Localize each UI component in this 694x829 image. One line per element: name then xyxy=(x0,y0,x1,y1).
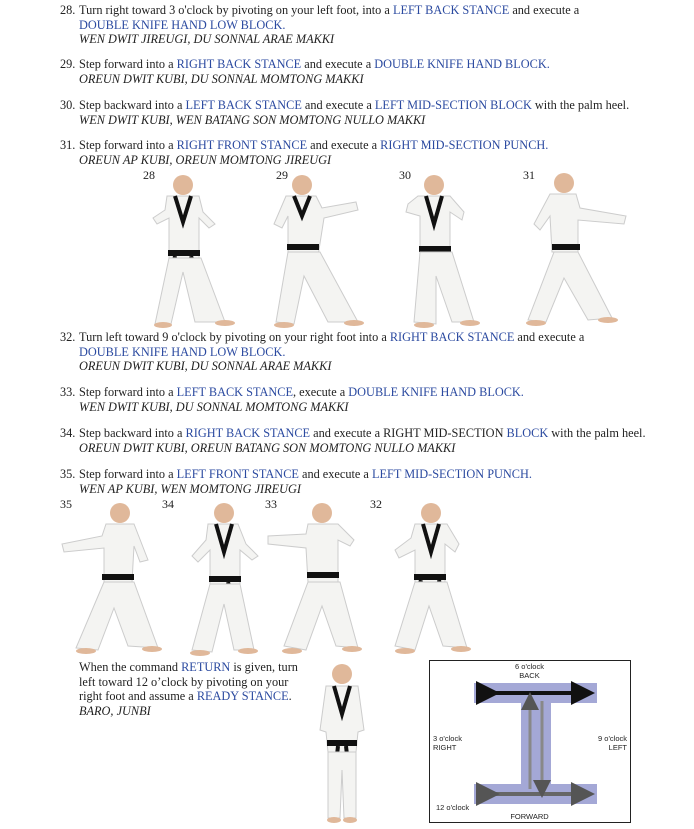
photo-label-32: 32 xyxy=(370,497,382,511)
figure-photo-35 xyxy=(58,500,163,660)
label-forward: FORWARD xyxy=(510,812,549,821)
figure-photo-33 xyxy=(262,500,372,660)
figure-photo-31 xyxy=(520,170,632,332)
step-28: 28. Turn right toward 3 o'clock by pivoting on your left foot, into a LEFT BACK STANCE and execute a DOUBLE KNIFE HAND LOW BLOCK. WEN DWIT JIREUGI, DU SONNAL ARAE MAKKI xyxy=(60,3,580,46)
step-33: 33. Step forward into a LEFT BACK STANCE, execute a DOUBLE KNIFE HAND BLOCK. WEN DWIT KUBI, DU SONNAL MOMTONG MAKKI xyxy=(60,385,524,414)
photo-label-29: 29 xyxy=(276,168,288,182)
photo-label-33: 33 xyxy=(265,497,277,511)
step-29: 29. Step forward into a RIGHT BACK STANCE and execute a DOUBLE KNIFE HAND BLOCK. OREUN DWIT KUBI, DU SONNAL MOMTONG MAKKI xyxy=(60,57,550,86)
label-9-oclock: 9 o'clock LEFT xyxy=(598,734,627,752)
step-35: 35. Step forward into a LEFT FRONT STANCE and execute a LEFT MID-SECTION PUNCH. WEN AP KUBI, WEN MOMTONG JIREUGI xyxy=(60,467,532,496)
step-30: 30. Step backward into a LEFT BACK STANCE and execute a LEFT MID-SECTION BLOCK with the palm heel. WEN DWIT KUBI, WEN BATANG SON MOMTONG NULLO MAKKI xyxy=(60,98,630,127)
photo-label-28: 28 xyxy=(143,168,155,182)
photo-label-31: 31 xyxy=(523,168,535,182)
figure-ready-stance xyxy=(312,660,372,825)
figure-photo-28 xyxy=(145,172,255,332)
photo-label-35: 35 xyxy=(60,497,72,511)
photo-label-30: 30 xyxy=(399,168,411,182)
photo-label-34: 34 xyxy=(162,497,174,511)
figure-photo-30 xyxy=(390,172,495,332)
figure-photo-34 xyxy=(172,500,272,660)
figure-photo-29 xyxy=(262,172,377,332)
label-6-oclock: 6 o'clock BACK xyxy=(515,662,544,680)
step-32: 32. Turn left toward 9 o'clock by pivoting on your right foot into a RIGHT BACK STANCE and execute a DOUBLE KNIFE HAND LOW BLOCK. OREUN DWIT KUBI, DU SONNAL ARAE MAKKI xyxy=(60,330,585,373)
figure-photo-32 xyxy=(385,500,480,660)
direction-diagram xyxy=(429,660,631,823)
return-instruction: When the command RETURN is given, turn left toward 12 o’clock by pivoting on your right foot and assume a READY STANCE. BARO, JUNBI xyxy=(79,660,298,718)
label-3-oclock: 3 o'clock RIGHT xyxy=(433,734,462,752)
step-31: 31. Step forward into a RIGHT FRONT STANCE and execute a RIGHT MID-SECTION PUNCH. OREUN AP KUBI, OREUN MOMTONG JIREUGI xyxy=(60,138,549,167)
step-34: 34. Step backward into a RIGHT BACK STANCE and execute a RIGHT MID-SECTION BLOCK with the palm heel. OREUN DWIT KUBI, OREUN BATANG SON MOMTONG NULLO MAKKI xyxy=(60,426,646,455)
label-12-oclock: 12 o'clock xyxy=(436,803,470,812)
